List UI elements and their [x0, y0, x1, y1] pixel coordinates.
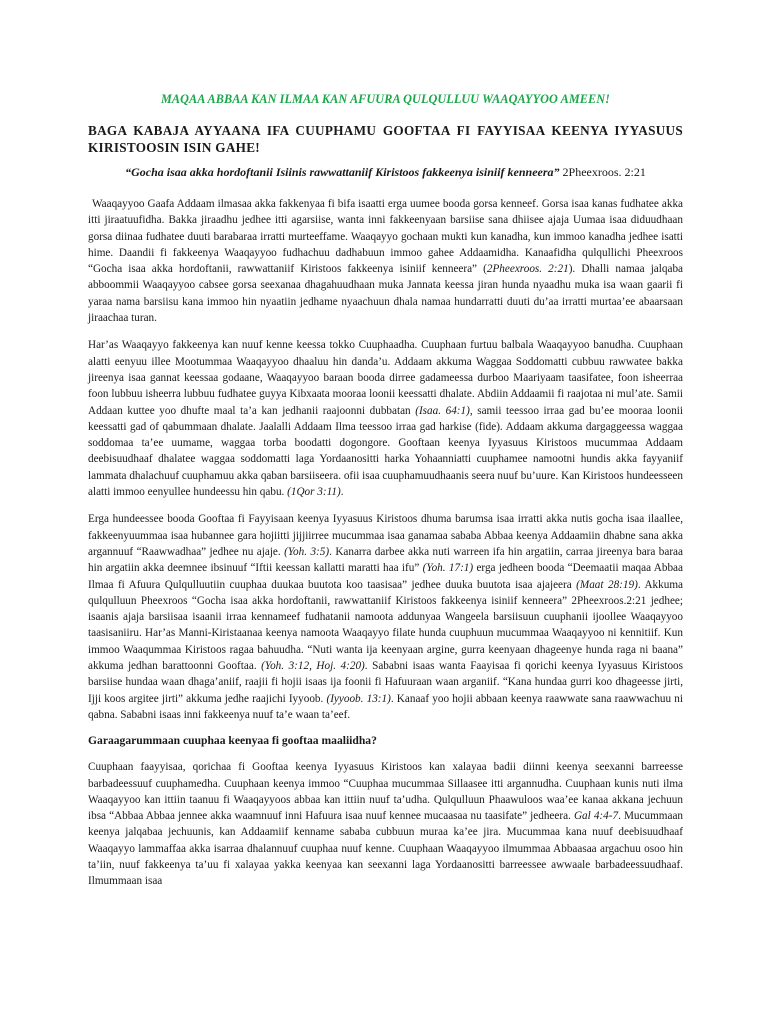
paragraph-text: Waaqayyoo Gaafa Addaam ilmasaa akka fakkenyaa fi bifa isaatti erga uumee booda gorsa kenneef. Gorsa isaa kanas fudhatee akka itti jiraatuufidha. Bakka jiraadhu jedhee itti agarsiise, wanta inni fakkeenyaan barsiise sana dhiisee ajaja Uumaa isaa diduudhaan gorsa diinaa fudhatee duuti barabaraa irratti murteeffame. Waaqayyo gochaan mukti kun kanadha, kun immoo kanadha jedhee isatti hime. Daandii fi fakkeenya Waaqayyoo fudhachuu dadhabuun immoo gahee Addaamidha. Kanaafidha qulqullichi Pheexroos “Gocha isaa akka hordoftanii, rawwattaniif Kiristoos fakkeenya isiniif kenneera” (	[88, 198, 683, 276]
paragraph-text: Har’as Waaqayyo fakkeenya kan nuuf kenne keessa tokko Cuuphaadha. Cuuphaan furtuu balbala Waaqayyoo banudha. Cuuphaan alatti eenyuu illee Mootummaa Waaqayyoo dhaaluu hin danda’u. Addaam akkuma Waggaa Soddomatti cubbuu rawwatee bakka jireenya isaa gannat keessaa godaane, Waaqayyoo baraan booda dirree gadameessa durboo Maariyaam taasifatee, foon isheerraa foon lubbuu isheerra lubbuu fudhatee guyya Kibxaata mooraa loonii keessatti dhalate. Abdiin Addaamii fi raajotaa ni mul’ate. Samii Addaan kuttee yoo dhufte maal ta’a kan jedhanii raajoonni dubbatan	[88, 339, 683, 417]
paragraph-text: . Sababni isaas wanta Faayisaa fi qorichi keenya Iyyasuus Kiristoos barsiise hundaa waan dhaga’aniif, raajii fi hojii isaas ija foonii fi Hafuuraan waan arganiif. “Kana hundaa gurri koo dhageesse jirti, Ijji koos argitee jirti” akkuma jedhe raajichi Iyyoob.	[88, 660, 684, 705]
header-line: MAQAA ABBAA KAN ILMAA KAN AFUURA QULQULLUU WAAQAYYOO AMEEN!	[160, 92, 611, 106]
paragraph-text: . Kanarra darbee akka nuti warreen ifa hin argatiin, carraa jireenya bara baraa hin argatiin akka deemnee ibsinuuf “Iftii keessan kallatti maratti haa ifu”	[88, 545, 683, 575]
scripture-reference: (1Qor 3:11)	[287, 486, 341, 499]
paragraph-1	[88, 196, 683, 326]
scripture-reference: Gal 4:4-7	[573, 810, 619, 823]
section-heading: Garaagarummaan cuuphaa keenyaa fi gooftaa maaliidha?	[88, 734, 377, 748]
verse-quote	[88, 164, 683, 180]
document-title: BAGA KABAJA AYYAANA IFA CUUPHAMU GOOFTAA FI FAYYISAA KEENYA IYYASUUS KIRISTOOSIN ISIN GAHE!	[88, 123, 683, 155]
scripture-reference: (Yoh. 3:5)	[284, 545, 330, 558]
scripture-reference: (Yoh. 17:1)	[422, 562, 474, 575]
scripture-reference: (Isaa. 64:1)	[415, 404, 470, 417]
scripture-reference: (Yoh. 3:12, Hoj. 4:20)	[261, 660, 365, 673]
verse-text: “Gocha isaa akka hordoftanii Isiinis rawwattaniif Kiristoos fakkeenya isiniif kenneera”	[125, 165, 560, 179]
paragraph-text: ). Dhalli namaa jalqaba abboommii Waaqayyoo cabsee gorsa seexanaa dhagahuudhaan muka Jannata keessa jiran hunda nyaadhu muka isa waan gaarii fi yaraa nama barsiisu kana immoo hin nyaatiin jedhame nyaachuun dhala namaa hundarratti duuti du’aa irratti murtaa’ee abaarsaan jiraachaa turan.	[88, 263, 683, 325]
paragraph-text: .	[340, 486, 344, 499]
paragraph-text: Cuuphaan faayyisaa, qorichaa fi Gooftaa keenya Iyyasuus Kiristoos kan xalayaa badii diinni keenya seexanni barreesse barbadeessuuf cuuphamedha. Cuuphaan keenya immoo “Cuuphaa mucummaa Sillaasee itti argannudha. Cuuphaan kunis nuti ilma Waaqayyoo kan ittiin taanuu fi Waaqayyoos abbaa kan ittiin nuuf ta’udha. Qulqulluun Phaawuloos waa’ee kanaa akkana jechuun ibsa “Abbaa Abbaa jennee akka waamnuuf inni Hafuura isaa nuuf kennee mucaasaa nu taasifate” jedheera.	[88, 761, 683, 823]
paragraph-2	[88, 337, 683, 500]
scripture-reference: (Iyyoob. 13:1)	[326, 692, 391, 705]
paragraph-3	[88, 511, 683, 723]
paragraph-text: . Mucummaan keenya jalqabaa jechuunis, kan Addaamiif kenname sababa cubbuun muraa ka’ee jira. Mucummaa kana nuuf deebisuudhaaf Waaqayyo lammaffaa akka isarraa dhalannuuf cuuphaa nuuf kenne. Cuuphaan Waaqayyoo ilmummaa Abbaasaa argachuu osoo hin ta’iin, nuuf fakkeenya ta’uu fi xalayaa yakka keenyaa kan seexanni laga Yordaanositti barreessee awwaale barbadeessuudhaaf. Ilmummaan isaa	[88, 810, 684, 888]
paragraph-text: , samii teessoo irraa gad bu’ee mooraa loonii keessatti gad of qabummaan dhalate. Jaalalli Addaam Ilma teessoo irraa gad harkise (fide). Addaam akkuma dargaggeessa waggaa soddomaa ta’ee uumame, waggaa torba boodatti dogongore. Gooftaan keenya Iyyasuus Kiristoos mucummaa Addaam deebisuudhaaf dhalatee waggaa soddomatti laga Yordaanositti harka Yohaanniatti cuuphamee namootni hundis akka fayyaniif lammata dhalachuuf cuuphamuu akka qaban barsiiseera. ofii isaa cuuphamuudhaanis seera nuuf bu’uure. Kan Kiristoos hundeesseen alatti immoo eenyullee hundeessu hin qabu.	[88, 404, 683, 499]
scripture-reference: 2Pheexroos. 2:21	[486, 263, 569, 276]
paragraph-text: Erga hundeessee booda Gooftaa fi Fayyisaan keenya Iyyasuus Kiristoos dhuma barumsa isaa irratti akka nutis gocha isaa ilaallee, fakkeenyuummaa isaa hubannee gara hojiitti jijjiirree mucummaa isaa ganamaa sababa Abbaa keenya Addaamiin dhabne sana akka argannuuf “Raawwadhaa” jedhee nu ajaje.	[88, 513, 683, 558]
paragraph-text: erga jedheen booda “Deemaatii maqaa Abbaa Ilmaa fi Afuura Qulqulluutiin cuuphaa duukaa buutota koo taasisaa” jedhee duuka buutota isaa ajajeera	[88, 562, 683, 591]
scripture-reference: (Maat 28:19)	[576, 578, 638, 591]
verse-reference: 2Pheexroos. 2:21	[562, 165, 646, 179]
paragraph-text: . Akkuma qulqulluun Pheexroos “Gocha isaa akka hordoftanii, rawwattaniif Kiristoos fakkeenya isiniif kenneera” 2Pheexroos.2:21 jedhee; isaanis ajaja barsiisaa isaanii irraa kennameef fudhatanii namoota addunyaa Wangeela barsiisuun cuuphanii ijoollee Waaqayyoo taasisaniiru. Har’as Manni-Kiristaanaa keenya namoota Waaqayyo filate hunda cuuphuun mucummaa Waaqayyoo ni kennitiif. Kun immoo Waaqummaa Kiristoos ragaa bahuudha. “Nuti wanta ija keenyaan argine, gurra keenyaan dhageenye hunda raga ni baana” akkuma jedhan barattoonni Gooftaa.	[88, 578, 683, 673]
paragraph-text: . Kanaaf yoo hojii abbaan keenya raawwate sana raawwachuu ni qabna. Sababni isaas inni fakkeenya nuuf ta’e waan ta’eef.	[88, 692, 683, 721]
paragraph-4	[88, 759, 683, 889]
